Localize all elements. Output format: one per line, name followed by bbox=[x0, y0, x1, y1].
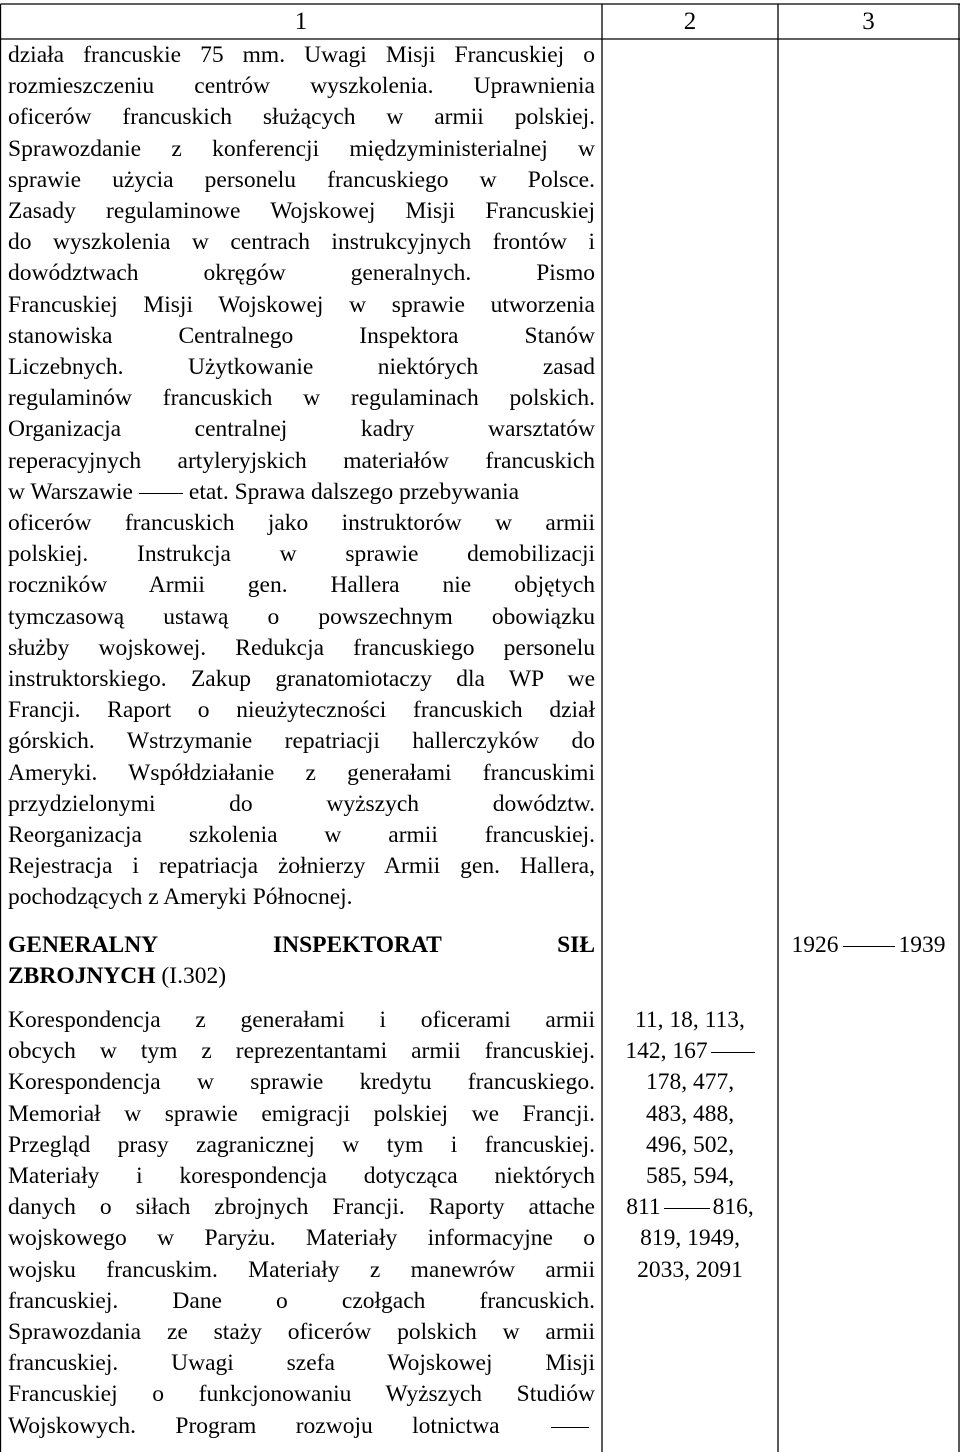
year-end: 1939 bbox=[898, 932, 946, 958]
dash-rule bbox=[711, 1052, 755, 1053]
heading-line: GENERALNY INSPEKTORAT SIŁ bbox=[8, 932, 595, 958]
text-line: przydzielonymi do wyższych dowództw. bbox=[8, 790, 595, 817]
reference-line: 483, 488, bbox=[645, 1100, 735, 1127]
text-line: Sprawozdania ze staży oficerów polskich w armii bbox=[8, 1319, 595, 1346]
reference-line bbox=[602, 1192, 778, 1223]
column-header-3: 3 bbox=[862, 8, 875, 35]
date-range bbox=[778, 930, 959, 961]
text-line: Korespondencja w sprawie kredytu francuskiego. bbox=[8, 1069, 595, 1096]
column-header-2: 2 bbox=[683, 8, 697, 35]
text-line: Zasady regulaminowe Wojskowej Misji Francuskiej bbox=[8, 198, 595, 225]
text-line: obcych w tym z reprezentantami armii francuskiej. bbox=[8, 1038, 595, 1065]
text-fragment: etat. Sprawa dalszego przebywania bbox=[188, 478, 520, 505]
column-header-1: 1 bbox=[294, 8, 308, 35]
dash-rule bbox=[551, 1427, 589, 1428]
text-line: roczników Armii gen. Hallera nie objętych bbox=[8, 572, 595, 599]
text-line: górskich. Wstrzymanie repatriacji hallerczyków do bbox=[8, 728, 595, 755]
reference-line: 11, 18, 113, bbox=[635, 1007, 745, 1033]
text-fragment: w Warszawie bbox=[8, 478, 133, 505]
reference-line: 178, 477, bbox=[645, 1069, 735, 1096]
text-line: Reorganizacja szkolenia w armii francuskiej. bbox=[8, 822, 595, 849]
reference-line bbox=[602, 1036, 778, 1067]
text-line: sprawie użycia personelu francuskiego w Polsce. bbox=[8, 166, 595, 193]
year-start: 1926 bbox=[791, 932, 839, 958]
text-line: Organizacja centralnej kadry warsztatów bbox=[8, 416, 595, 443]
reference-line: 819, 1949, bbox=[640, 1225, 740, 1252]
text-line: działa francuskie 75 mm. Uwagi Misji Francuskiej o bbox=[8, 42, 595, 68]
heading-bold-part: ZBROJNYCH bbox=[8, 963, 156, 989]
text-line: Rejestracja i repatriacja żołnierzy Armii gen. Hallera, bbox=[8, 853, 595, 880]
reference-numbers bbox=[602, 1005, 778, 1286]
text-line: oficerów francuskich jako instruktorów w armii bbox=[8, 510, 595, 537]
text-line: Francuskiej o funkcjonowaniu Wyższych Studiów bbox=[8, 1381, 595, 1408]
text-line: wojskowego w Paryżu. Materiały informacyjne o bbox=[8, 1225, 595, 1252]
row3-description bbox=[8, 1005, 595, 1442]
reference-fragment: 816, bbox=[712, 1194, 754, 1221]
dash-rule bbox=[843, 946, 895, 947]
dash-rule bbox=[139, 493, 183, 494]
text-line: Materiały i korespondencja dotycząca niektórych bbox=[8, 1163, 595, 1190]
dash-rule bbox=[664, 1208, 710, 1209]
text-line bbox=[8, 1411, 595, 1442]
heading-reference: (I.302) bbox=[155, 963, 227, 989]
text-line: Francji. Raport o nieużyteczności francuskich dział bbox=[8, 697, 595, 724]
text-line: instruktorskiego. Zakup granatomiotaczy dla WP we bbox=[8, 666, 595, 693]
section-heading bbox=[8, 930, 595, 992]
text-line: polskiej. Instrukcja w sprawie demobilizacji bbox=[8, 541, 595, 568]
text-line: Korespondencja z generałami i oficerami armii bbox=[8, 1007, 595, 1033]
text-line: służby wojskowej. Redukcja francuskiego personelu bbox=[8, 634, 595, 661]
heading-line bbox=[8, 961, 595, 992]
text-line: francuskiej. Dane o czołgach francuskich. bbox=[8, 1287, 595, 1314]
text-line: francuskiej. Uwagi szefa Wojskowej Misji bbox=[8, 1350, 595, 1377]
text-line bbox=[8, 477, 595, 508]
text-line: Przegląd prasy zagranicznej w tym i francuskiej. bbox=[8, 1131, 595, 1158]
text-line: Liczebnych. Użytkowanie niektórych zasad bbox=[8, 354, 595, 381]
row1-description bbox=[8, 40, 595, 914]
text-line: tymczasową ustawą o powszechnym obowiązku bbox=[8, 603, 595, 630]
text-line: do wyszkolenia w centrach instrukcyjnych frontów i bbox=[8, 229, 595, 256]
text-line: dowództwach okręgów generalnych. Pismo bbox=[8, 260, 595, 287]
reference-line: 2033, 2091 bbox=[637, 1256, 743, 1283]
text-line: regulaminów francuskich w regulaminach polskich. bbox=[8, 385, 595, 412]
reference-fragment: 142, 167 bbox=[625, 1038, 708, 1065]
reference-line: 496, 502, bbox=[645, 1131, 735, 1158]
text-line: Ameryki. Współdziałanie z generałami francuskimi bbox=[8, 759, 595, 786]
reference-line: 585, 594, bbox=[645, 1163, 735, 1190]
text-line: rozmieszczeniu centrów wyszkolenia. Uprawnienia bbox=[8, 73, 595, 100]
text-line: oficerów francuskich służących w armii polskiej. bbox=[8, 104, 595, 131]
text-line: Francuskiej Misji Wojskowej w sprawie utworzenia bbox=[8, 291, 595, 318]
text-line: danych o siłach zbrojnych Francji. Raporty attache bbox=[8, 1194, 595, 1221]
text-line: reperacyjnych artyleryjskich materiałów francuskich bbox=[8, 447, 595, 474]
text-line: stanowiska Centralnego Inspektora Stanów bbox=[8, 322, 595, 349]
text-line: Memoriał w sprawie emigracji polskiej we Francji. bbox=[8, 1100, 595, 1127]
text-line: pochodzących z Ameryki Północnej. bbox=[8, 884, 353, 911]
reference-fragment: 811 bbox=[626, 1194, 661, 1221]
text-line: Sprawozdanie z konferencji międzyministerialnej w bbox=[8, 135, 595, 162]
text-line: wojsku francuskim. Materiały z manewrów armii bbox=[8, 1256, 595, 1283]
text-fragment: Wojskowych. Program rozwoju lotnictwa bbox=[8, 1412, 500, 1439]
